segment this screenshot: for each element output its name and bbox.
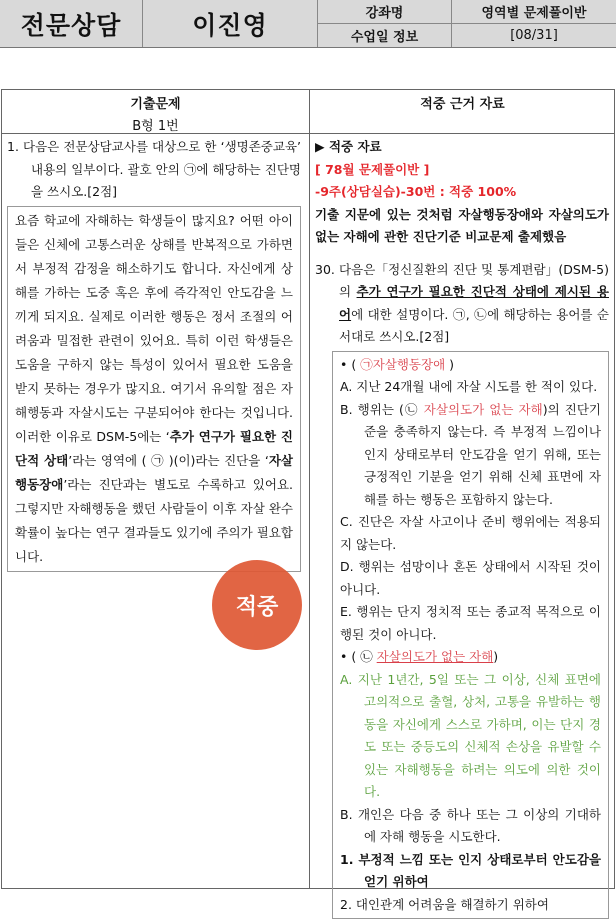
evidence-question: [315, 259, 609, 349]
answer-2-underlined: 자살의도가 없는 자해: [377, 649, 494, 664]
bullet-2: [340, 646, 601, 669]
hit-stamp: [212, 560, 302, 650]
criterion-b2: B. 개인은 다음 중 하나 또는 그 이상의 기대하에 자해 행동을 시도한다.: [340, 804, 601, 849]
criterion-b1: [340, 399, 601, 512]
passage-text: ’라는 영역에 ( ㉠ )(이)라는 진단을 ‘: [68, 453, 269, 468]
sub-item-2: 2. 대인관계 어려움을 해결하기 위하여: [340, 894, 601, 917]
criterion-text: B. 행위는 (㉡: [340, 402, 424, 417]
stamp-label: 적중: [236, 590, 279, 621]
comparison-table: [1, 89, 615, 889]
passage-text: 요즘 학교에 자해하는 학생들이 많지요? 어떤 아이들은 신체에 고통스러운 상해를 반복적으로 가하면서 부정적 감정을 해소하기도 합니다. 자신에게 상해를 가하는 도중 혹은 후에 즉각적인 안도감을 느끼게 되지요. 실제로 이러한 행동은 정서 조절의 어려움과 밀접한 관련이 있어요. 특히 이런 학생들은 도움을 구하지 않는 특성이 있어서 필요한 도움을 받지 못하는 경우가 많지요. 여기서 유의할 점은 자해행동과 자살시도는 구분되어야 한다는 것입니다. 이러한 이유로 DSM-5에는 ‘: [15, 213, 293, 444]
criterion-c1: C. 진단은 자살 사고이나 준비 행위에는 적용되지 않는다.: [340, 511, 601, 556]
bullet-text: ): [493, 649, 498, 664]
source-course: [ 78월 문제풀이반 ]: [315, 159, 609, 182]
criterion-a1: A. 지난 24개월 내에 자살 시도를 한 적이 있다.: [340, 376, 601, 399]
evidence-title: ▶ 적중 자료: [315, 136, 609, 159]
bullet-1: [340, 354, 601, 377]
passage-bold: 추가 연구가 필요한 진단적 상태: [15, 429, 293, 468]
criterion-a2: A. 지난 1년간, 5일 또는 그 이상, 신체 표면에 고의적으로 출혈, 상처, 고통을 유발하는 행동을 자신에게 스스로 가하며, 이는 단지 경도 또는 중등도의 신체적 손상을 유발할 수 있는 자해행동을 하려는 의도에 의한 것이다.: [340, 669, 601, 804]
course-value: 영역별 문제풀이반: [452, 0, 616, 24]
exam-passage-box: [7, 206, 301, 572]
answer-1: ㉠자살행동장애: [360, 357, 445, 372]
bullet-text: • (: [340, 357, 360, 372]
evidence-column: [315, 136, 609, 919]
bullet-text: • ( ㉡: [340, 649, 377, 664]
sub-item-1: 1. 부정적 느낌 또는 인지 상태로부터 안도감을 얻기 위하여: [340, 849, 601, 894]
question-text: 30. 다음은「정신질환의 진단 및 통계편람」(DSM-5)의: [315, 262, 609, 300]
bullet-text: ): [445, 357, 454, 372]
evidence-summary: 기출 지문에 있는 것처럼 자살행동장애와 자살의도가 없는 자해에 관한 진단기준 비교문제 출제했음: [315, 204, 609, 249]
date-label: 수업일 정보: [318, 24, 452, 47]
date-value: [08/31]: [452, 24, 616, 47]
question-underlined: 추가 연구가 필요한 진단적 상태에 제시된 용어: [339, 284, 609, 322]
evidence-box: [332, 351, 609, 919]
answer-2: 자살의도가 없는 자해: [424, 402, 543, 417]
passage-text: ’라는 진단과는 별도로 수록하고 있어요. 그렇지만 자해행동을 했던 사람들이 이후 자살 완수 확률이 높다는 연구 결과들도 있기에 주의가 필요합니다.: [15, 477, 293, 564]
exam-question: 1. 다음은 전문상담교사를 대상으로 한 ‘생명존중교육’ 내용의 일부이다. 괄호 안의 ㉠에 해당하는 진단명을 쓰시오.[2점]: [7, 136, 301, 204]
question-text: 에 대한 설명이다. ㉠, ㉡에 해당하는 용어를 순서대로 쓰시오.[2점]: [339, 307, 609, 345]
criterion-text: )의 진단기준을 충족하지 않는다. 즉 부정적 느낌이나 인지 상태로부터 안도감을 얻기 위해, 또는 긍정적인 기분을 얻기 위해 신체 표면에 자해를 하는 행동은 포함하지 않는다.: [364, 402, 601, 507]
criterion-e1: E. 행위는 단지 정치적 또는 종교적 목적으로 이행된 것이 아니다.: [340, 601, 601, 646]
exam-question-column: [7, 136, 301, 572]
column-divider: [309, 90, 310, 888]
subject-title: 전문상담: [0, 0, 143, 47]
left-column-header: 기출문제: [2, 94, 309, 116]
header-bar: [0, 0, 616, 48]
right-column-header: 적중 근거 자료: [310, 94, 615, 116]
source-detail: -9주(상담실습)-30번 : 적중 100%: [315, 181, 609, 204]
left-column-subheader: B형 1번: [2, 116, 309, 138]
passage-bold: 자살행동장애: [15, 453, 293, 492]
criterion-d1: D. 행위는 섬망이나 혼돈 상태에서 시작된 것이 아니다.: [340, 556, 601, 601]
course-label: 강좌명: [318, 0, 452, 24]
instructor-name: 이진영: [143, 0, 318, 47]
